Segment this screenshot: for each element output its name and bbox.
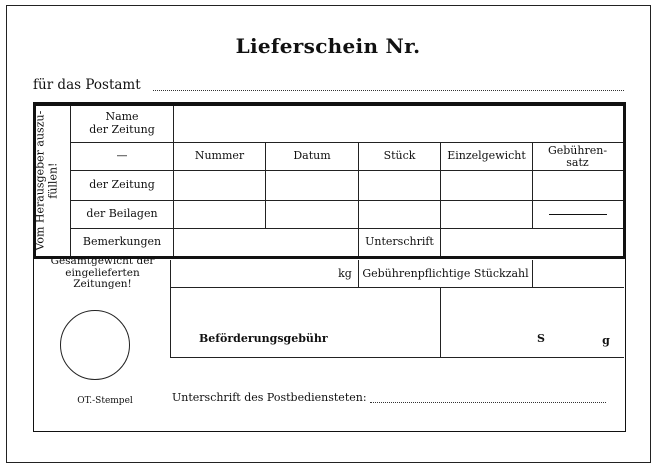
name-der-zeitung-label: [72, 106, 172, 142]
col-divider-fee: [440, 287, 441, 357]
postamt-label: für das Postamt: [33, 77, 141, 93]
unterschrift-label: Unterschrift: [365, 235, 434, 249]
column-gebuehrensatz: [533, 143, 622, 170]
gesamtgewicht-line-1: Gesamtgewicht der eingelieferten Zeitungen!: [50, 255, 155, 291]
vertical-label: [33, 106, 59, 256]
kg-unit: kg: [338, 266, 352, 280]
postamt-field[interactable]: [153, 90, 624, 91]
row-label-zeitung: der Zeitung: [89, 178, 155, 192]
column-stueck: Stück: [383, 149, 416, 163]
gesamtgewicht-field[interactable]: [172, 261, 332, 287]
gebuehrensatz-line-2: satz: [566, 155, 589, 169]
row-divider-total: [170, 287, 624, 288]
currency-groschen: g: [602, 333, 610, 347]
page-title: Lieferschein Nr.: [235, 34, 421, 58]
gebuehrensatz-line-1: Gebühren-: [547, 143, 608, 157]
row-divider-fee: [170, 357, 624, 358]
row-label-beilagen: der Beilagen: [86, 207, 158, 221]
bemerkungen-field[interactable]: [175, 229, 357, 256]
stamp-circle: [60, 310, 130, 380]
bemerkungen-label: Bemerkungen: [82, 235, 162, 249]
column-nummer: Nummer: [194, 149, 245, 163]
postbediensteter-field[interactable]: [370, 402, 606, 403]
vertical-label-line-1: Vom Herausgeber auszu-: [33, 111, 47, 251]
gebuehrensatz-dash: [549, 214, 607, 215]
currency-schilling: S: [537, 331, 545, 345]
name-label-line-1: Name: [105, 110, 139, 124]
befoerderung-label: Beförderungsgebühr: [199, 331, 328, 345]
postbediensteter-label: Unterschrift des Postbediensteten:: [172, 390, 367, 404]
stamp-label: OT.-Stempel: [77, 395, 133, 406]
column-einzelgewicht: Einzelgewicht: [447, 149, 526, 163]
gesamtgewicht-label: [36, 255, 169, 291]
name-label-line-2: der Zeitung: [89, 123, 155, 136]
unterschrift-field[interactable]: [442, 229, 620, 256]
befoerderung-field[interactable]: [442, 288, 532, 356]
stueckzahl-field[interactable]: [534, 261, 622, 287]
name-der-zeitung-field[interactable]: [175, 106, 620, 142]
vertical-label-line-2: füllen!: [46, 162, 59, 200]
stueckzahl-label: Gebührenpflichtige Stückzahl: [362, 266, 529, 280]
header-dash: —: [116, 149, 128, 163]
column-datum: Datum: [293, 149, 331, 163]
col-divider-total-label: [170, 260, 171, 358]
col-divider-stueckzahl: [532, 260, 533, 287]
